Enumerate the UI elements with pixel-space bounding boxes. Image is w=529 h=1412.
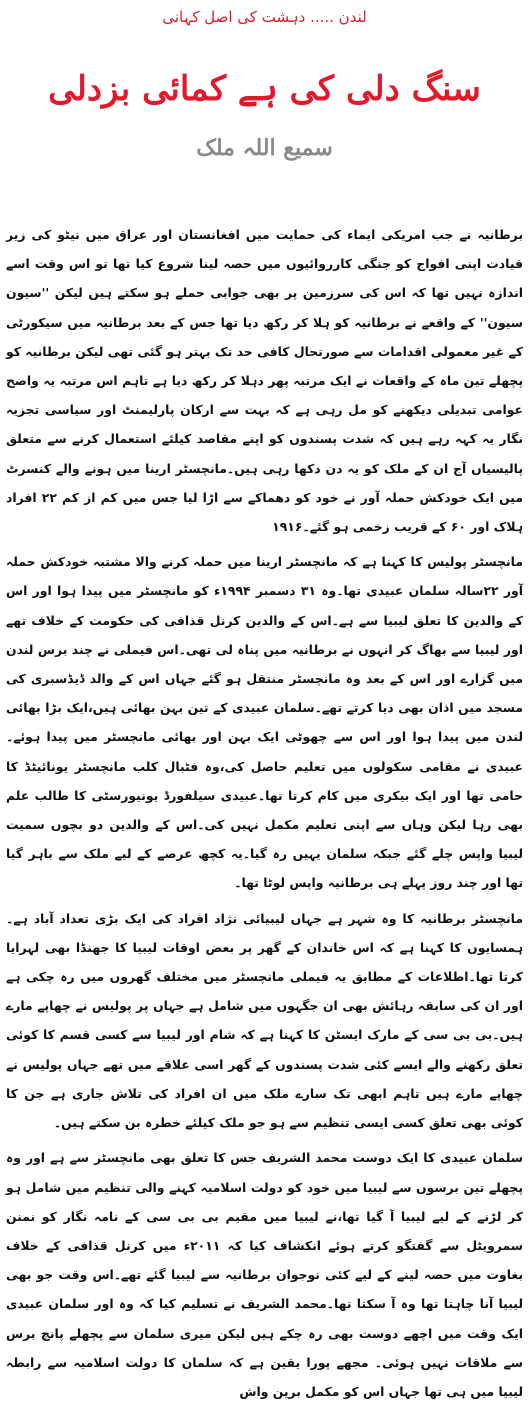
article-paragraph: سلمان عبیدی کا ایک دوست محمد الشریف جس کا تعلق بھی مانچسٹر سے ہے اور وہ پچھلے تین برسوں سے لیبیا میں خود کو دولت اسلامیہ کہنے والی تنظیم میں شامل ہو کر لڑنے کے لیے لیبیا آ گیا تھا،نے لیبیا میں مقیم بی بی سی کے نامہ نگار کو نمنن سمرویٹل سے گفتگو کرتے ہوئے انکشاف کیا کہ ۲۰۱۱ء میں کرنل قذافی کے خلاف بغاوت میں حصہ لینے کے لیے کئی نوجوان برطانیہ سے لیبیا گئے تھے۔اس وقت جو بھی لیبیا آنا چاہتا تھا وہ آ سکتا تھا۔محمد الشریف نے تسلیم کیا کہ وہ اور سلمان عبیدی ایک وقت میں اچھے دوست بھی رہ چکے ہیں لیکن میری سلمان سے پچھلے پانچ برس سے ملاقات نہیں ہوئی۔ مجھے پورا یقین ہے کہ سلمان کا دولت اسلامیہ سے رابطہ لیبیا میں ہی تھا جہاں اس کو مکمل برین واش — [6, 1150, 523, 1399]
article-body — [6, 220, 523, 1412]
article-paragraph: مانچسٹر پولیس کا کہنا ہے کہ مانچسٹر ارینا میں حملہ کرنے والا مشتبہ خودکش حملہ آور ۲۲سالہ سلمان عبیدی تھا۔وہ ۳۱ دسمبر ۱۹۹۴ء کو مانچسٹر میں پیدا ہوا اور اس کے والدین کا تعلق لیبیا سے ہے۔اس کے والدین کرنل قذافی کی حکومت کے خلاف تھے اور لیبیا سے بھاگ کر انہوں نے برطانیہ میں پناہ لی تھی۔اس فیملی نے چند برس لندن میں گزارے اور اس کے بعد وہ مانچسٹر منتقل ہو گئے جہاں اس کے والد ڈیڈسبری کی مسجد میں اذان بھی دیا کرتے تھے۔سلمان عبیدی کے تین بہن بھائی ہیں،ایک بڑا بھائی لندن میں پیدا ہوا اور اس سے چھوٹی ایک بہن اور بھائی مانچسٹر میں پیدا ہوئے۔عبیدی نے مقامی سکولوں میں تعلیم حاصل کی،وہ فٹبال کلب مانچسٹر یونائیٹڈ کا حامی تھا اور ایک بیکری میں کام کرتا تھا۔عبیدی سیلفورڈ یونیورسٹی کا طالب علم بھی رہا لیکن وہاں سے اپنی تعلیم مکمل نہیں کی۔اس کے والدین دو بچوں سمیت لیبیا واپس چلے گئے جبکہ سلمان یہیں رہ گیا۔یہ کچھ عرصے کے لیے ملک سے باہر گیا تھا اور چند روز پہلے ہی برطانیہ واپس لوٹا تھا۔ — [6, 554, 524, 891]
author-byline: سمیع اللہ ملک — [196, 135, 333, 161]
article-headline: سنگ دلی کی ہے کمائی بزدلی — [48, 69, 481, 109]
article-paragraph: برطانیہ نے جب امریکی ایماء کی حمایت میں افغانستان اور عراق میں نیٹو کی زیر قیادت اپنی افواج کو جنگی کارروائیوں میں حصہ لینا شروع کیا تھا تو اس وقت اسے اندازہ نہیں تھا کہ اس کی سرزمین پر بھی جوابی حملے ہو سکتے ہیں لیکن ''سیون سیون'' کے واقعے نے برطانیہ کو ہلا کر رکھ دیا تھا جس کے بعد برطانیہ میں سیکورٹی کے غیر معمولی اقدامات سے صورتحال کافی حد تک بہتر ہو گئی تھی لیکن برطانیہ کو پچھلے تین ماہ کے واقعات نے ایک مرتبہ پھر دہلا کر رکھ دیا ہے تاہم اس مرتبہ یہ واضح عوامی تبدیلی دیکھنے کو مل رہی ہے کہ بہت سے ارکان پارلیمنٹ اور سیاسی تجزیہ نگار یہ کہہ رہے ہیں کہ شدت پسندوں کو اپنے مقاصد کیلئے استعمال کرنے سے متعلق پالیسیاں آج ان کے ملک کو یہ دن دکھا رہی ہیں۔مانچسٹر ارینا میں ہونے والے کنسرٹ میں ایک خودکش حملہ آور نے خود کو دھماکے سے اڑا لیا جس میں کم از کم ۲۲ افراد ہلاک اور ۶۰ کے قریب زخمی ہو گئے۔۱۹۱۶ — [6, 227, 523, 535]
section-kicker: لندن ..... دہشت کی اصل کہانی — [162, 8, 367, 26]
article-paragraph: مانچسٹر برطانیہ کا وہ شہر ہے جہاں لیبیائی نژاد افراد کی ایک بڑی تعداد آباد ہے۔ہمسایوں کا کہنا ہے کہ اس خاندان کے گھر پر بعض اوقات لیبیا کا جھنڈا بھی لہرایا کرتا تھا۔اطلاعات کے مطابق یہ فیملی مانچسٹر میں مختلف گھروں میں رہ چکی ہے اور ان کی سابقہ رہائش بھی ان جگہوں میں شامل ہے جہاں پر پولیس نے چھاپے مارے ہیں۔بی بی سی کے مارک ایسٹن کا کہنا ہے کہ شام اور لیبیا سے کسی قسم کا کوئی تعلق رکھنے والے ایسے کئی شدت پسندوں کے گھر اسی علاقے میں تھے جہاں پولیس نے چھاپے مارے ہیں تاہم ابھی تک سارے ملک میں ان افراد کی تلاش جاری ہے جن کا کوئی بھی تعلق کسی ایسی تنظیم سے ہو جو ملک کیلئے خطرہ بن سکتے ہیں۔ — [6, 910, 523, 1131]
